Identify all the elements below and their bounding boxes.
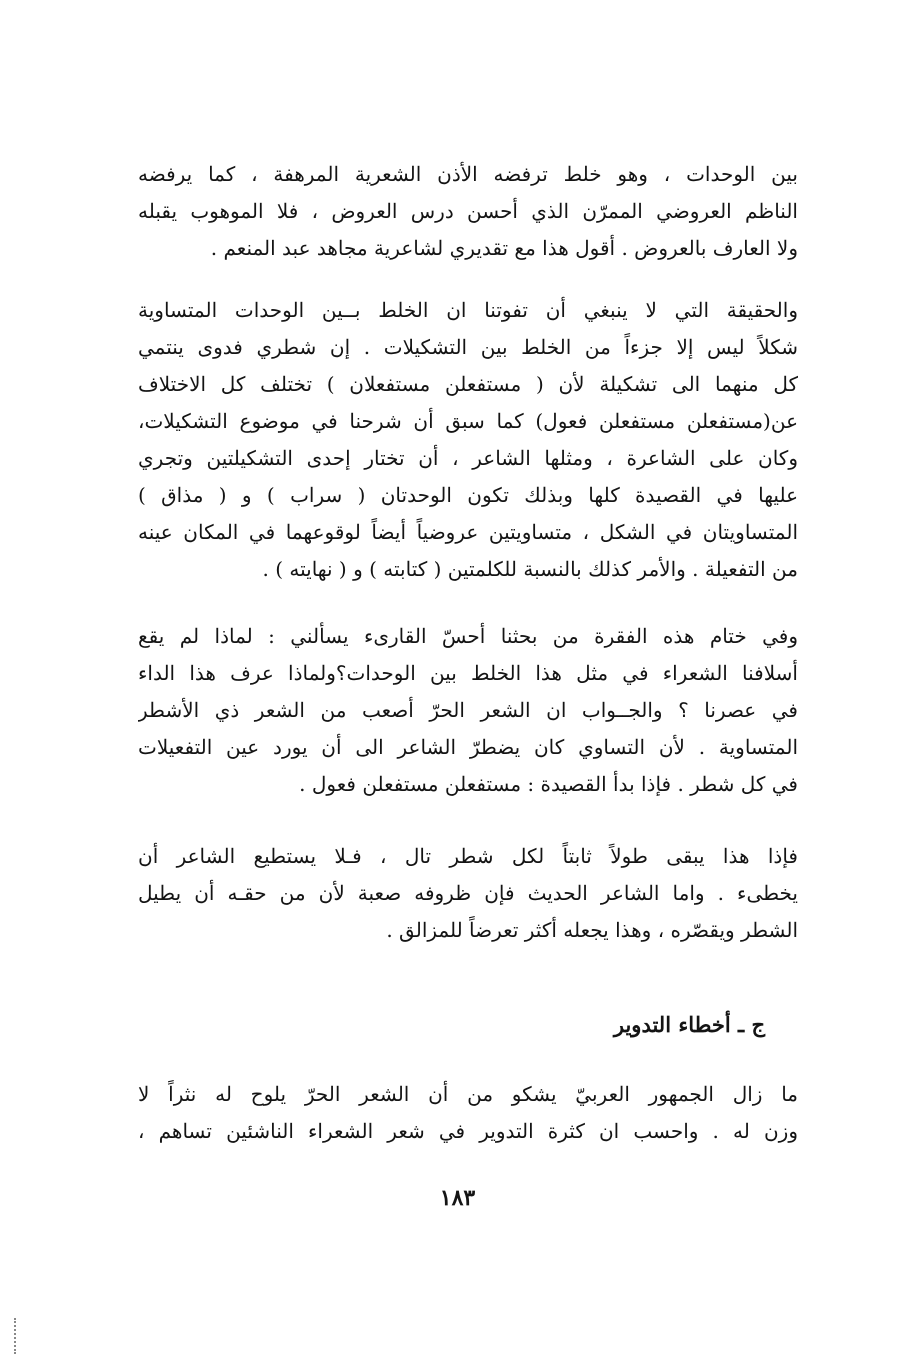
text-line: ولا العارف بالعروض . أقول هذا مع تقديري لشاعرية مجاهد عبد المنعم . [210, 236, 798, 260]
text-line: يخطىء . واما الشاعر الحديث فإن ظروفه صعبة لأن من حقـه أن يطيل [138, 881, 798, 905]
text-line: المتساوية . لأن التساوي كان يضطرّ الشاعر الى أن يورد عين التفعيلات [138, 735, 798, 759]
text-line: عليها في القصيدة كلها وبذلك تكون الوحدتان ( سراب ) و ( مذاق ) [138, 483, 798, 507]
text-line: أسلافنا الشعراء في مثل هذا الخلط بين الوحدات؟ولماذا عرف هذا الداء [138, 661, 798, 685]
text-line: وفي ختام هذه الفقرة من بحثنا أحسّ القارىء يسألني : لماذا لم يقع [138, 624, 798, 648]
paragraph-5 [138, 1076, 798, 1150]
page-number: ١٨٣ [439, 1185, 476, 1211]
text-line: فإذا هذا يبقى طولاً ثابتاً لكل شطر تال ، فـلا يستطيع الشاعر أن [138, 844, 798, 868]
text-line: عن(مستفعلن مستفعلن فعول) كما سبق أن شرحنا في موضوع التشكيلات، [138, 409, 798, 433]
section-heading: ج ـ أخطاء التدوير [613, 1012, 765, 1037]
text-line: في كل شطر . فإذا بدأ القصيدة : مستفعلن مستفعلن فعول . [299, 772, 798, 796]
text-line: والحقيقة التي لا ينبغي أن تفوتنا ان الخلط بــين الوحدات المتساوية [138, 298, 798, 322]
text-line: ما زال الجمهور العربيّ يشكو من أن الشعر الحرّ يلوح له نثراً لا [138, 1082, 798, 1106]
text-line: شكلاً ليس إلا جزءاً من الخلط بين التشكيلات . إن شطري فدوى ينتمي [138, 335, 798, 359]
text-line: الشطر ويقصّره ، وهذا يجعله أكثر تعرضاً للمزالق . [386, 918, 798, 942]
text-line: من التفعيلة . والأمر كذلك بالنسبة للكلمتين ( كتابته ) و ( نهايته ) . [262, 557, 798, 581]
text-line: المتساويتان في الشكل ، متساويتين عروضياً أيضاً لوقوعهما في المكان عينه [138, 520, 798, 544]
text-line: وكان على الشاعرة ، ومثلها الشاعر ، أن تختار إحدى التشكيلتين وتجري [138, 446, 798, 470]
paragraph-1 [138, 156, 798, 267]
text-line: وزن له . واحسب ان كثرة التدوير في شعر الشعراء الناشئين تساهم ، [138, 1119, 798, 1143]
paragraph-2 [138, 292, 798, 588]
paragraph-3 [138, 618, 798, 803]
text-line: بين الوحدات ، وهو خلط ترفضه الأذن الشعرية المرهفة ، كما يرفضه [138, 162, 798, 186]
scan-edge-marks [14, 1318, 20, 1354]
text-line: في عصرنا ؟ والجــواب ان الشعر الحرّ أصعب من الشعر ذي الأشطر [138, 698, 798, 722]
text-line: كل منهما الى تشكيلة لأن ( مستفعلن مستفعلان ) تختلف كل الاختلاف [138, 372, 798, 396]
paragraph-4 [138, 838, 798, 949]
text-line: الناظم العروضي الممرّن الذي أحسن درس العروض ، فلا الموهوب يقبله [138, 199, 798, 223]
